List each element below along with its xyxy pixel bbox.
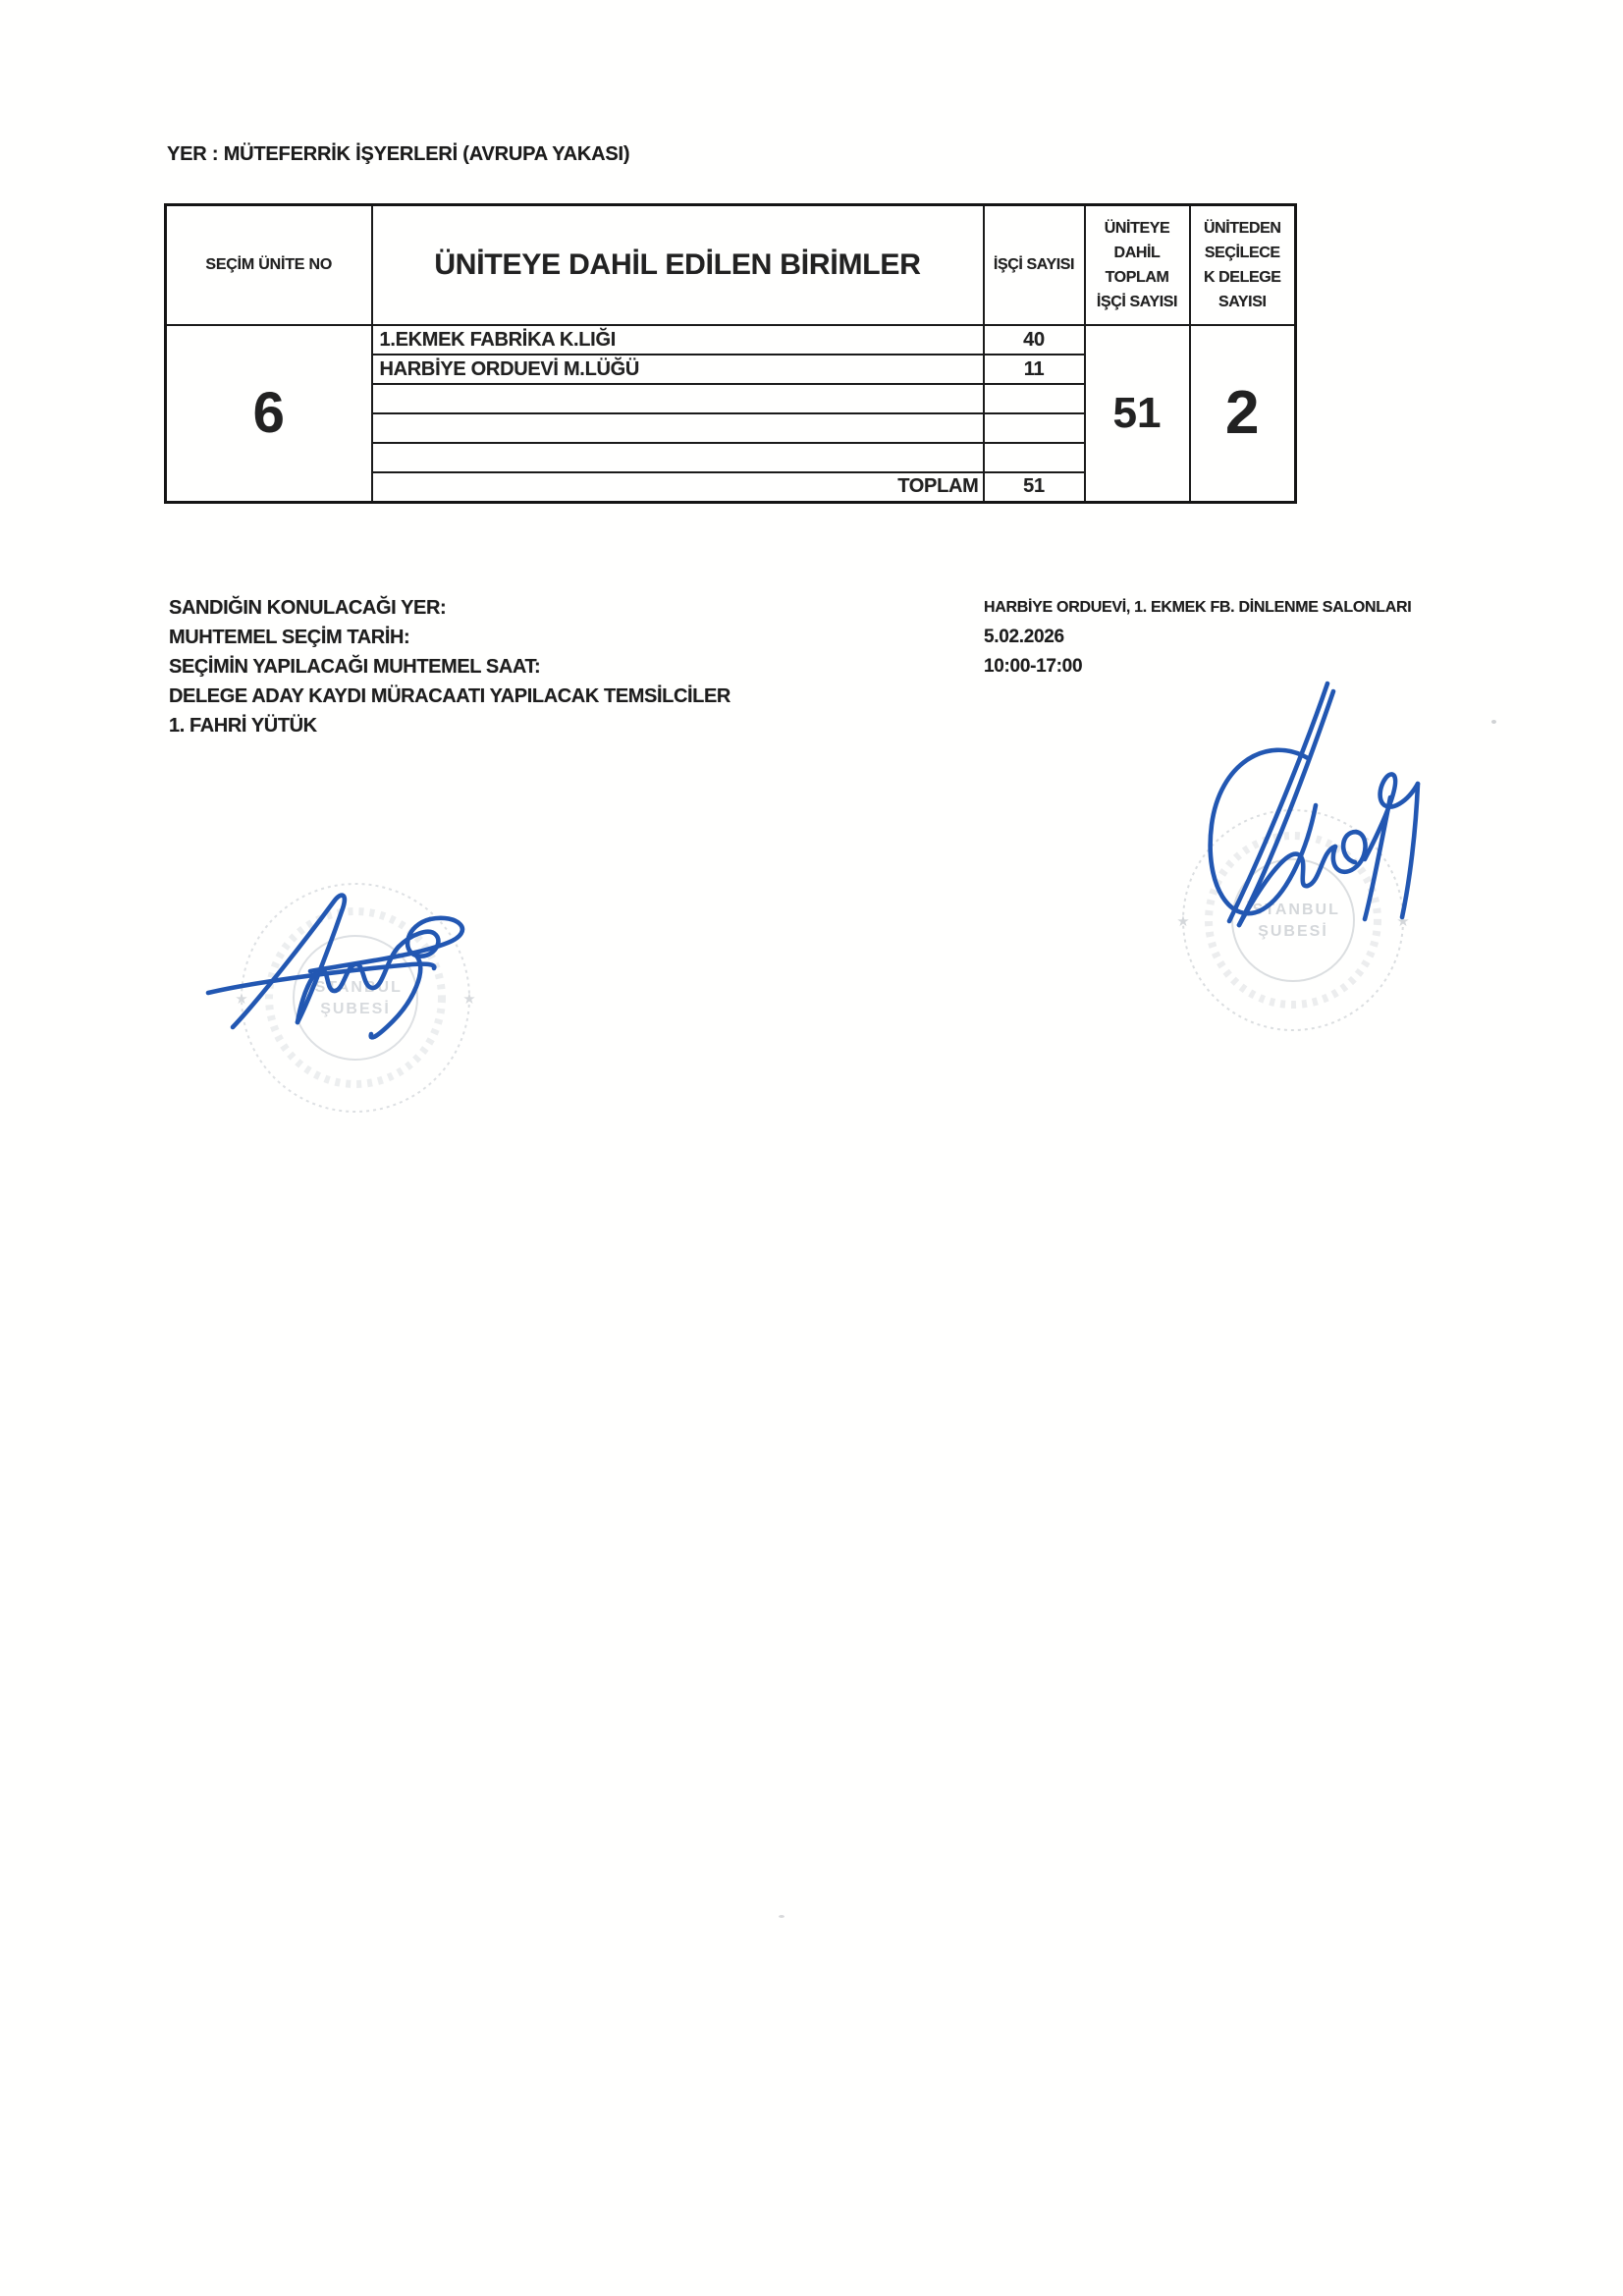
unit-name-cell xyxy=(372,413,984,443)
col-header-unit-total-workers xyxy=(1085,205,1190,326)
worker-count-cell: 40 xyxy=(984,325,1085,355)
col-header-included-units: ÜNİTEYE DAHİL EDİLEN BİRİMLER xyxy=(372,205,984,326)
col-header-delegate-count xyxy=(1190,205,1296,326)
stamp-text-line2: ŞUBESİ xyxy=(1258,923,1328,940)
delegate-count-cell: 2 xyxy=(1190,325,1296,502)
stamp-text-line1: İSTANBUL xyxy=(308,979,403,996)
value-election-date: 5.02.2026 xyxy=(984,627,1064,647)
total-workers-cell: 51 xyxy=(984,472,1085,502)
col-header-unit-no: SEÇİM ÜNİTE NO xyxy=(166,205,372,326)
worker-count-cell: 11 xyxy=(984,355,1085,384)
unit-total-workers-cell: 51 xyxy=(1085,325,1190,502)
label-election-hours: SEÇİMİN YAPILACAĞI MUHTEMEL SAAT: xyxy=(169,656,541,678)
unit-name-cell: HARBİYE ORDUEVİ M.LÜĞÜ xyxy=(372,355,984,384)
value-ballot-location: HARBİYE ORDUEVİ, 1. EKMEK FB. DİNLENME SALONLARI xyxy=(984,599,1412,616)
header-line: ÜNİTEDEN xyxy=(1203,220,1281,237)
header-line: ÜNİTEYE xyxy=(1104,220,1170,237)
scan-speck xyxy=(779,1915,784,1918)
election-info-labels xyxy=(169,593,730,740)
header-line: DAHİL xyxy=(1113,245,1161,261)
scan-speck xyxy=(1491,720,1496,724)
table-header-row xyxy=(166,205,1296,326)
stamp-star-icon: ★ xyxy=(1176,913,1190,930)
header-line: SEÇİLECE xyxy=(1204,245,1280,261)
election-unit-table xyxy=(164,203,1297,504)
unit-name-cell xyxy=(372,443,984,472)
label-election-date: MUHTEMEL SEÇİM TARİH: xyxy=(169,627,410,648)
left-stamp-and-signature xyxy=(177,845,511,1169)
stamp-star-icon: ★ xyxy=(235,991,248,1008)
header-line: SAYISI xyxy=(1217,294,1267,310)
location-heading: YER : MÜTEFERRİK İŞYERLERİ (AVRUPA YAKASI) xyxy=(167,143,630,165)
representative-name: 1. FAHRİ YÜTÜK xyxy=(169,715,317,737)
header-line: TOPLAM xyxy=(1105,269,1169,286)
label-delegate-representatives: DELEGE ADAY KAYDI MÜRACAATI YAPILACAK TEMSİLCİLER xyxy=(169,685,730,707)
unit-name-cell xyxy=(372,384,984,413)
col-header-worker-count: İŞÇİ SAYISI xyxy=(984,205,1085,326)
worker-count-cell xyxy=(984,443,1085,472)
header-line: K DELEGE xyxy=(1203,269,1281,286)
label-ballot-location: SANDIĞIN KONULACAĞI YER: xyxy=(169,597,447,619)
header-line: İŞÇİ SAYISI xyxy=(1096,294,1178,310)
stamp-text-line2: ŞUBESİ xyxy=(320,1001,391,1017)
unit-name-cell: 1.EKMEK FABRİKA K.LIĞI xyxy=(372,325,984,355)
table-row xyxy=(166,325,1296,355)
stamp-star-icon: ★ xyxy=(1396,913,1410,930)
value-election-hours: 10:00-17:00 xyxy=(984,656,1083,677)
stamp-star-icon: ★ xyxy=(462,991,476,1008)
worker-count-cell xyxy=(984,413,1085,443)
unit-number-cell: 6 xyxy=(166,325,372,502)
right-signature-and-stamp xyxy=(1129,638,1463,1051)
worker-count-cell xyxy=(984,384,1085,413)
stamp-text-line1: İSTANBUL xyxy=(1246,902,1340,918)
total-label-cell: TOPLAM xyxy=(372,472,984,502)
